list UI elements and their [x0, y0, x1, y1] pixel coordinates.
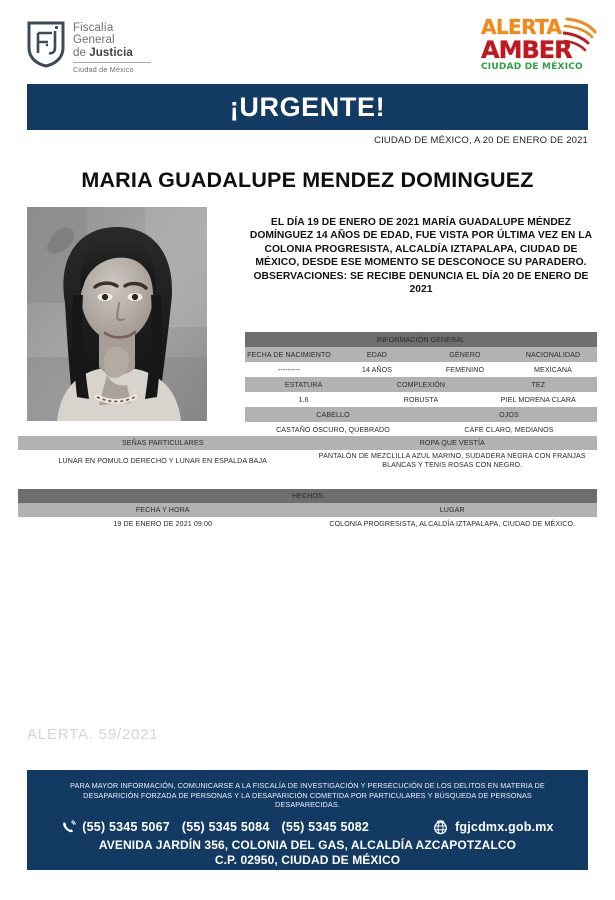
dateline: CIUDAD DE MÉXICO, A 20 DE ENERO DE 2021: [374, 135, 588, 146]
table-row-headers: [18, 436, 597, 450]
header-estatura: ESTATURA: [245, 377, 362, 392]
phone-icon: [61, 820, 76, 835]
agency-divider: [73, 62, 151, 63]
header-senas-particulares: SEÑAS PARTICULARES: [18, 436, 308, 450]
person-photo: [27, 207, 207, 421]
value-ojos: CAFE CLARO, MEDIANOS: [421, 422, 597, 437]
facts-table: [18, 489, 597, 531]
agency-line-3-prefix: de: [73, 46, 90, 59]
value-cabello: CASTAÑO OSCURO, QUEBRADO: [245, 422, 421, 437]
identifying-marks-table: [18, 436, 597, 473]
header-fecha-nacimiento: FECHA DE NACIMIENTO: [245, 347, 333, 362]
person-photo-image: [27, 207, 207, 421]
value-ropa-que-vestia: PANTALÓN DE MEZCLILLA AZUL MARINO, SUDADERA NEGRA CON FRANJAS BLANCAS Y TENIS ROSAS CON NEGRO.: [308, 450, 598, 473]
footer-address-line-1: AVENIDA JARDÍN 356, COLONIA DEL GAS, ALCALDÍA AZCAPOTZALCO: [98, 837, 517, 852]
globe-icon: [433, 820, 448, 835]
header-nacionalidad: NACIONALIDAD: [509, 347, 597, 362]
info-table-title: INFORMACIÓN GENERAL: [245, 332, 597, 347]
header-fecha-y-hora: FECHA Y HORA: [18, 503, 308, 517]
value-fecha-nacimiento: ---------: [245, 362, 333, 377]
fgj-shield-icon: [26, 20, 66, 68]
table-row-headers: [18, 503, 597, 517]
header-lugar: LUGAR: [308, 503, 598, 517]
agency-subtitle: Ciudad de México: [73, 65, 134, 75]
table-row-title: [18, 489, 597, 503]
page-title: MARIA GUADALUPE MENDEZ DOMINGUEZ: [81, 168, 534, 192]
footer-website[interactable]: fgjcdmx.gob.mx: [455, 820, 554, 835]
agency-line-2: General: [73, 34, 115, 47]
agency-line-3-bold: Justicia: [89, 46, 133, 59]
header-tez: TEZ: [480, 377, 597, 392]
value-complexion: ROBUSTA: [362, 392, 479, 407]
footer-contact-block: [27, 770, 588, 870]
value-fecha-y-hora: 19 DE ENERO DE 2021 09:00: [18, 517, 308, 531]
value-tez: PIEL MORENA CLARA: [480, 392, 597, 407]
table-row-values-1: [245, 362, 597, 377]
fgj-agency-logo: [26, 20, 151, 74]
header-complexion: COMPLEXIÓN: [362, 377, 479, 392]
table-row-headers-2: [245, 377, 597, 392]
footer-phone-3[interactable]: (55) 5345 5082: [281, 820, 370, 835]
value-senas-particulares: LUNAR EN POMULO DERECHO Y LUNAR EN ESPALDA BAJA: [18, 450, 308, 473]
header-ojos: OJOS: [421, 407, 597, 422]
table-row-headers-3: [245, 407, 597, 422]
hechos-table-title: HECHOS: [18, 489, 597, 503]
header-cabello: CABELLO: [245, 407, 421, 422]
table-row-values: [18, 450, 597, 473]
value-genero: FEMENINO: [421, 362, 509, 377]
header-edad: EDAD: [333, 347, 421, 362]
table-row-values: [18, 517, 597, 531]
urgent-banner-text: ¡URGENTE!: [229, 91, 386, 122]
value-estatura: 1.6: [245, 392, 362, 407]
footer-address: [27, 838, 588, 868]
footer-phone-list: [82, 820, 381, 834]
header-ropa-que-vestia: ROPA QUE VESTÍA: [308, 436, 598, 450]
logo-bar: [0, 0, 615, 84]
amber-city-label: CIUDAD DE MÉXICO: [481, 62, 583, 72]
value-nacionalidad: MEXICANA: [509, 362, 597, 377]
incident-description: EL DÍA 19 DE ENERO DE 2021 MARÍA GUADALUPE MÉNDEZ DOMÍNGUEZ 14 AÑOS DE EDAD, FUE VISTA POR ÚLTIMA VEZ EN LA COLONIA PROGRESISTA, ALCALDÍA IZTAPALAPA, CIUDAD DE MÉXICO, DESDE ESE MOMENTO SE DESCONOCE SU PARADERO. OBSERVACIONES: SE RECIBE DENUNCIA EL DÍA 20 DE ENERO DE 2021: [249, 217, 593, 296]
amber-word-amber: AMBER: [481, 36, 572, 64]
value-edad: 14 AÑOS: [333, 362, 421, 377]
table-row-title: [245, 332, 597, 347]
value-lugar: COLONIA PROGRESISTA, ALCALDÍA IZTAPALAPA, CIUDAD DE MÉXICO.: [308, 517, 598, 531]
table-row-values-3: [245, 422, 597, 437]
table-row-values-2: [245, 392, 597, 407]
table-row-headers-1: [245, 347, 597, 362]
amber-alert-logo: [481, 17, 593, 72]
footer-phone-2[interactable]: (55) 5345 5084: [181, 820, 270, 835]
agency-line-3: [73, 47, 151, 59]
amber-word-amber-row: [481, 36, 593, 64]
footer-contact-row: [27, 820, 588, 835]
footer-website-group[interactable]: [433, 820, 554, 835]
header-genero: GÉNERO: [421, 347, 509, 362]
amber-word-alerta: ALERTA: [481, 15, 562, 39]
alert-number: ALERTA. 59/2021: [27, 726, 159, 743]
footer-note: PARA MAYOR INFORMACIÓN, COMUNICARSE A LA FISCALÍA DE INVESTIGACIÓN Y PERSECUCIÓN DE LOS DELITOS EN MATERIA DE DESAPARICIÓN FORZADA DE PERSONAS Y LA DESAPARICIÓN COMETIDA POR PARTICULARES Y BÚSQUEDA DE PERSONAS DESAPARECIDAS.: [70, 781, 545, 810]
agency-line-1: Fiscalía: [73, 22, 114, 34]
urgent-banner: [27, 84, 588, 130]
footer-address-line-2: C.P. 02950, CIUDAD DE MÉXICO: [214, 852, 401, 867]
footer-phone-1[interactable]: (55) 5345 5067: [82, 820, 170, 835]
general-information-table: [245, 332, 597, 437]
